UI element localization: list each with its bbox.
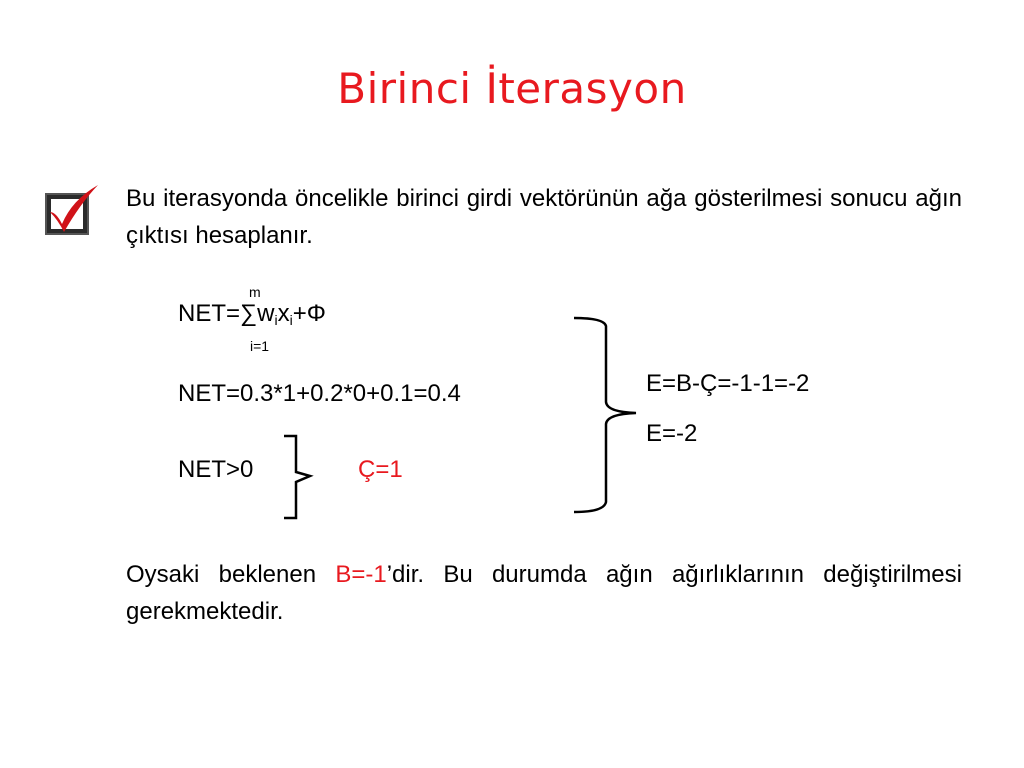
- sum-upper-limit: m: [249, 284, 261, 300]
- expected-value: B=-1: [335, 561, 387, 588]
- conclusion-paragraph: [126, 556, 962, 630]
- net-condition: NET>0: [178, 456, 254, 483]
- sigma-symbol: ∑: [240, 300, 258, 327]
- net-calculation: NET=0.3*1+0.2*0+0.1=0.4: [178, 380, 461, 407]
- bias-term: +Φ: [292, 300, 326, 327]
- intro-paragraph: Bu iterasyonda öncelikle birinci girdi vektörünün ağa gösterilmesi sonucu ağın çıktısı hesaplanır.: [126, 185, 962, 249]
- input-index: i: [289, 312, 293, 328]
- small-brace: [280, 430, 320, 526]
- conclusion-after: ’dir. Bu durumda ağın ağırlıklarının değiştirilmesi gerekmektedir.: [126, 561, 962, 625]
- weight-index: i: [274, 312, 278, 328]
- weight-symbol: w: [257, 300, 275, 327]
- error-calculation: E=B-Ç=-1-1=-2: [646, 370, 810, 397]
- error-result: E=-2: [646, 420, 698, 447]
- output-value: Ç=1: [358, 456, 403, 483]
- input-symbol: x: [277, 300, 290, 327]
- big-brace: [570, 312, 640, 518]
- net-prefix: NET=: [178, 300, 241, 327]
- conclusion-before: Oysaki beklenen: [126, 561, 336, 588]
- slide-title: Birinci İterasyon: [337, 64, 687, 113]
- net-formula: [178, 300, 326, 328]
- sum-lower-limit: i=1: [250, 338, 270, 354]
- checkbox-checked-icon: [40, 182, 102, 238]
